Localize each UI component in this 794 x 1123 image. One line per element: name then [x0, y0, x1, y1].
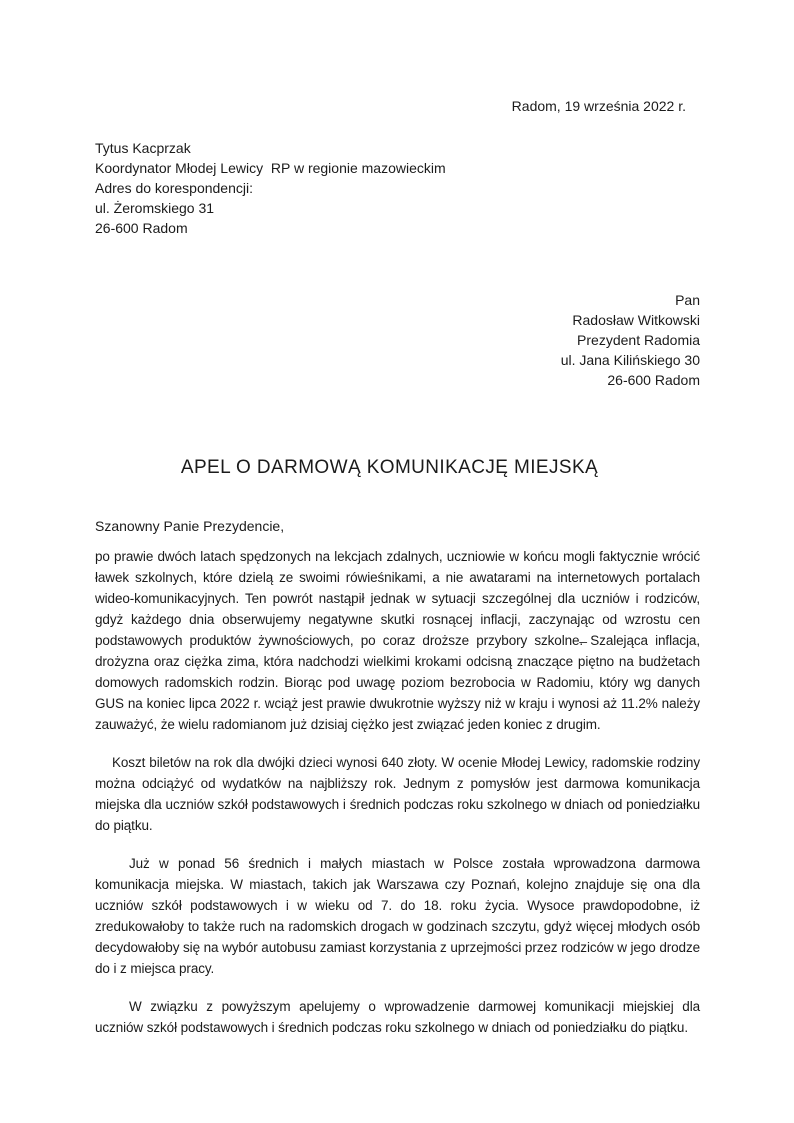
sender-address-label: Adres do korespondencji:: [95, 180, 253, 196]
recipient-city: 26-600 Radom: [607, 372, 700, 388]
body-paragraph-2: Koszt biletów na rok dla dwójki dzieci wynosi 640 złoty. W ocenie Młodej Lewicy, radomskie rodziny można odciążyć od wydatków na najbliższy rok. Jednym z pomysłów jest darmowa komunikacja miejska dla uczniów szkół podstawowych i średnich podczas roku szkolnego w dniach od poniedziałku do piątku.: [95, 755, 700, 833]
body-paragraph-1: po prawie dwóch latach spędzonych na lekcjach zdalnych, uczniowie w końcu mogli faktycznie wrócić ławek szkolnych, które dzielą ze swoimi rówieśnikami, a nie awatarami na internetowych portalach wideo-komunikacyjnych. Ten powrót nastąpił jednak w sytuacji szczególnej dla uczniów i rodziców, gdyż każdego dnia obserwujemy negatywne skutki rosnącej inflacji, zaczynając od wzrostu cen podstawowych produktów żywnościowych, po coraz droższe przybory szkolne.̶ Szalejąca inflacja, drożyzna oraz ciężka zima, która nadchodzi wielkimi krokami odcisną znaczące piętno na budżetach domowych radomskich rodzin. Biorąc pod uwagę poziom bezrobocia w Radomiu, który wg danych GUS na koniec lipca 2022 r. wciąż jest prawie dwukrotnie wyższy niż w kraju i wynosi aż 11.2% należy zauważyć, że wielu radomianom już dzisiaj ciężko jest związać jeden koniec z drugim.: [95, 549, 700, 732]
recipient-name: Radosław Witkowski: [572, 312, 700, 328]
sender-block: [95, 138, 700, 238]
salutation: Szanowny Panie Prezydencie,: [95, 518, 285, 534]
recipient-honorific: Pan: [675, 292, 700, 308]
body-paragraph-4: W związku z powyższym apelujemy o wprowadzenie darmowej komunikacji miejskiej dla uczniów szkół podstawowych i średnich podczas roku szkolnego w dniach od poniedziałku do piątku.: [95, 999, 700, 1035]
sender-name: Tytus Kacprzak: [95, 140, 191, 156]
letter-body: [95, 546, 700, 1038]
sender-street: ul. Żeromskiego 31: [95, 200, 215, 216]
recipient-block: [95, 290, 700, 390]
body-paragraph-3: Już w ponad 56 średnich i małych miastach w Polsce została wprowadzona darmowa komunikacja miejska. W miastach, takich jak Warszawa czy Poznań, kolejno znajduje się ona dla uczniów szkół podstawowych i w wieku od 7. do 18. roku życia. Wysoce prawdopodobne, iż zredukowałoby to także ruch na radomskich drogach w godzinach szczytu, gdyż więcej młodych osób decydowałoby się na wybór autobusu zamiast korzystania z uprzejmości przez rodziców w jego drodze do i z miejsca pracy.: [95, 856, 700, 976]
letter-title: APEL O DARMOWĄ KOMUNIKACJĘ MIEJSKĄ: [180, 457, 599, 478]
sender-role: Koordynator Młodej Lewicy RP w regionie mazowieckim: [95, 160, 446, 176]
recipient-role: Prezydent Radomia: [577, 332, 700, 348]
date-line: Radom, 19 września 2022 r.: [511, 98, 686, 114]
recipient-street: ul. Jana Kilińskiego 30: [560, 352, 700, 368]
sender-city: 26-600 Radom: [95, 220, 188, 236]
